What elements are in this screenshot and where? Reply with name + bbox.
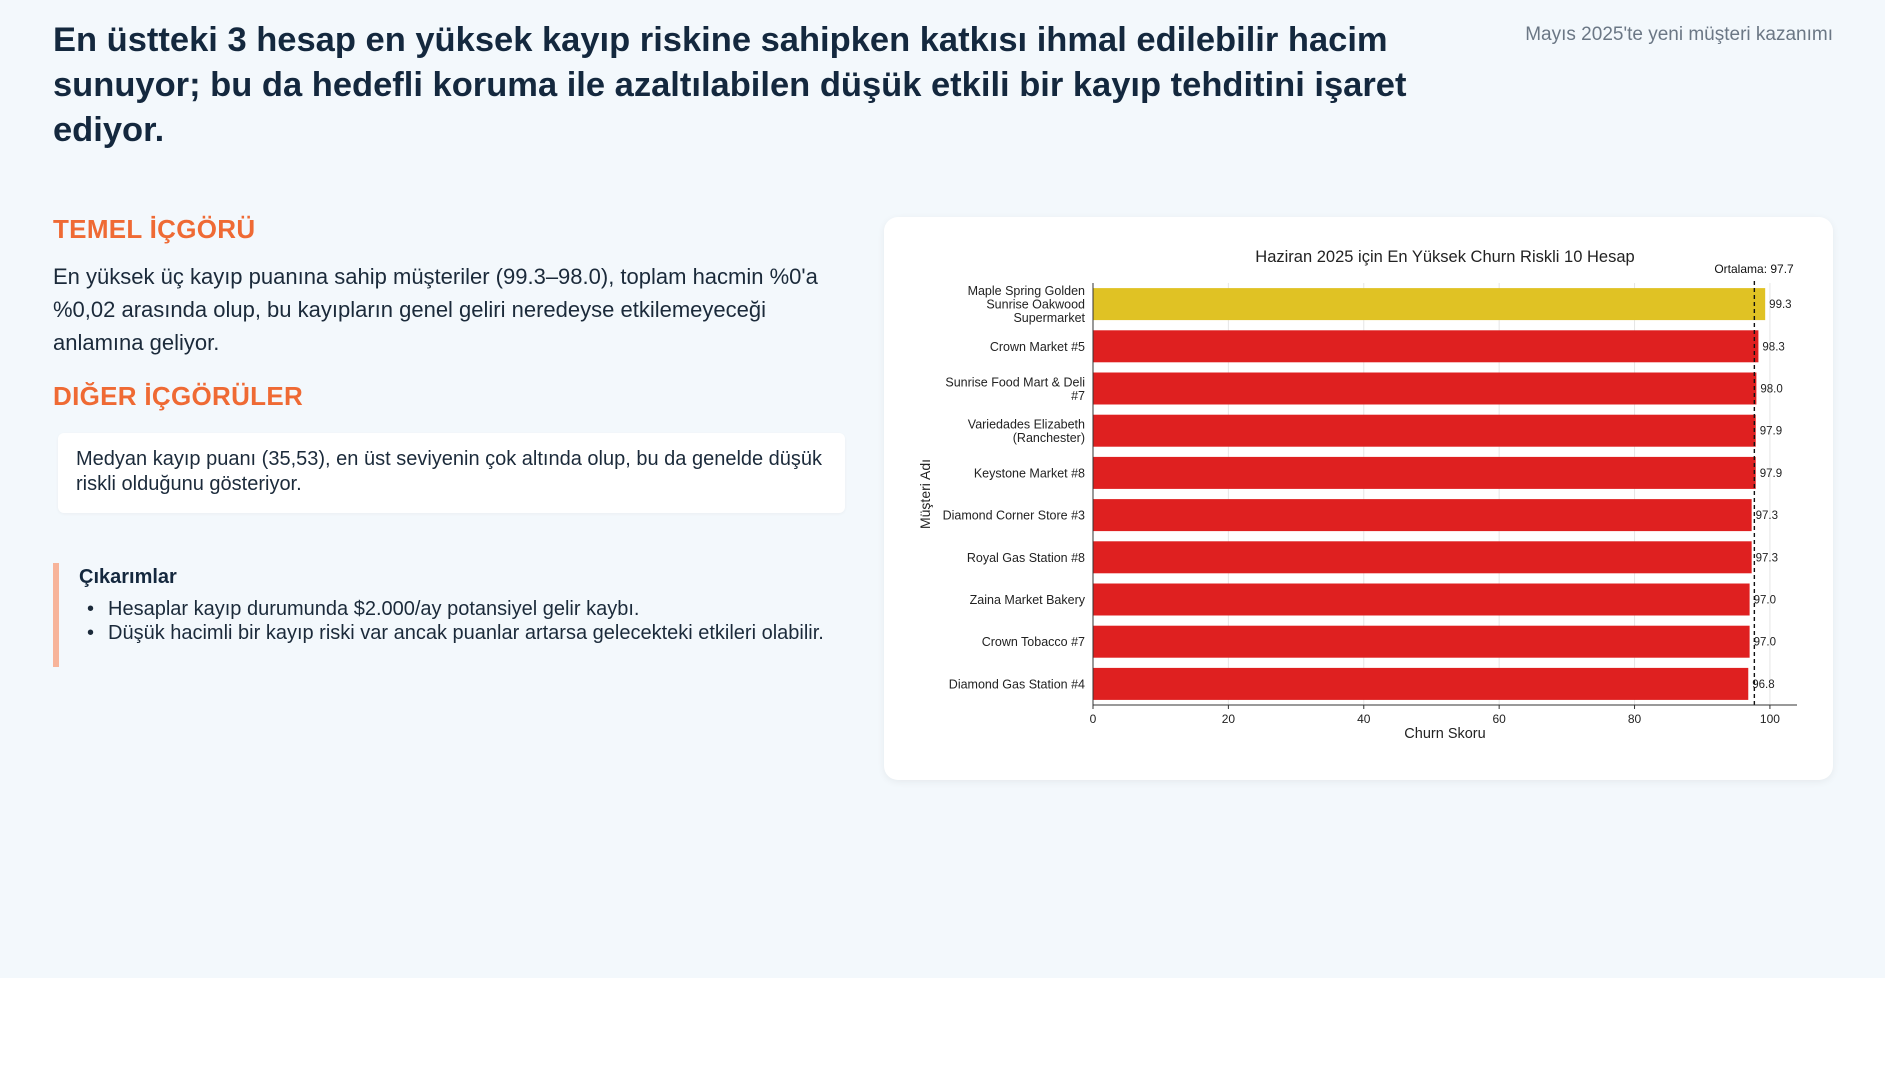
- other-insights-title: DIĞER İÇGÖRÜLER: [53, 381, 304, 411]
- y-axis-label: Müşteri Adı: [917, 458, 933, 530]
- value-label: 97.3: [1755, 510, 1779, 523]
- value-label: 97.9: [1759, 425, 1783, 438]
- other-insight-text: Medyan kayıp puanı (35,53), en üst seviyenin çok altında olup, bu da genelde düşük riskli olduğunu gösteriyor.: [76, 448, 823, 495]
- key-insight-title: TEMEL İÇGÖRÜ: [53, 214, 256, 244]
- key-insight-text: En yüksek üç kayıp puanına sahip müşteriler (99.3–98.0), toplam hacmin %0'a %0,02 arasında olup, bu kayıpların genel geliri neredeyse etkilemeyeceği anlamına geliyor.: [53, 264, 818, 355]
- x-tick-label: 20: [1221, 712, 1236, 726]
- category-label: Sunrise Food Mart & Deli: [945, 375, 1085, 390]
- chart-title: Haziran 2025 için En Yüksek Churn Riskli 10 Hesap: [1255, 248, 1635, 266]
- category-label: Keystone Market #8: [973, 466, 1085, 481]
- value-label: 97.3: [1755, 552, 1779, 565]
- category-label: Supermarket: [1013, 311, 1085, 326]
- headline: En üstteki 3 hesap en yüksek kayıp riskine sahipken katkısı ihmal edilebilir hacim sunuyor; bu da hedefli koruma ile azaltılabilen düşük etkili bir kayıp tehditini işaret ediyor.: [53, 21, 1407, 149]
- churn-bar-chart: [884, 217, 1833, 780]
- bar: [1093, 541, 1752, 573]
- implications-list: [79, 597, 853, 645]
- other-insight-card: [58, 433, 845, 513]
- implication-item: • Düşük hacimli bir kayıp riski var ancak puanlar artarsa gelecekteki etkileri olabilir.: [79, 621, 853, 645]
- bar: [1093, 499, 1752, 531]
- value-label: 98.0: [1760, 383, 1783, 396]
- value-label: 96.8: [1752, 678, 1775, 691]
- category-label: Sunrise Oakwood: [986, 297, 1085, 312]
- implications-box: [53, 563, 853, 667]
- value-label: 97.0: [1753, 636, 1777, 649]
- bar: [1093, 668, 1748, 700]
- category-label: Royal Gas Station #8: [966, 550, 1085, 565]
- value-label: 97.0: [1753, 594, 1777, 607]
- value-label: 98.3: [1762, 341, 1785, 354]
- implication-item: • Hesaplar kayıp durumunda $2.000/ay potansiyel gelir kaybı.: [79, 597, 853, 621]
- category-label: #7: [1071, 388, 1085, 403]
- category-label: Zaina Market Bakery: [969, 593, 1085, 607]
- bar: [1093, 457, 1756, 489]
- x-tick-label: 0: [1089, 712, 1097, 726]
- x-tick-label: 40: [1357, 712, 1371, 726]
- category-label: Crown Market #5: [989, 339, 1085, 354]
- category-label: Diamond Corner Store #3: [942, 508, 1085, 523]
- value-label: 97.9: [1759, 467, 1783, 480]
- category-label: Variedades Elizabeth: [967, 417, 1085, 432]
- chart-card: [884, 217, 1833, 780]
- category-label: Diamond Gas Station #4: [948, 677, 1085, 692]
- category-label: Crown Tobacco #7: [981, 635, 1085, 650]
- implications-title: Çıkarımlar: [79, 566, 177, 588]
- bar: [1093, 330, 1758, 362]
- average-label: Ortalama: 97.7: [1714, 262, 1794, 276]
- bar: [1093, 373, 1756, 405]
- x-axis-label: Churn Skoru: [1404, 726, 1486, 742]
- bar: [1093, 584, 1750, 616]
- bar: [1093, 415, 1756, 447]
- category-label: (Ranchester): [1012, 430, 1085, 445]
- value-label: 99.3: [1769, 299, 1792, 312]
- category-label: Maple Spring Golden: [967, 284, 1085, 299]
- context-label: Mayıs 2025'te yeni müşteri kazanımı: [1525, 24, 1833, 45]
- x-tick-label: 60: [1492, 712, 1506, 726]
- bar: [1093, 626, 1750, 658]
- bar: [1093, 288, 1765, 320]
- x-tick-label: 100: [1759, 712, 1780, 726]
- x-tick-label: 80: [1627, 712, 1642, 726]
